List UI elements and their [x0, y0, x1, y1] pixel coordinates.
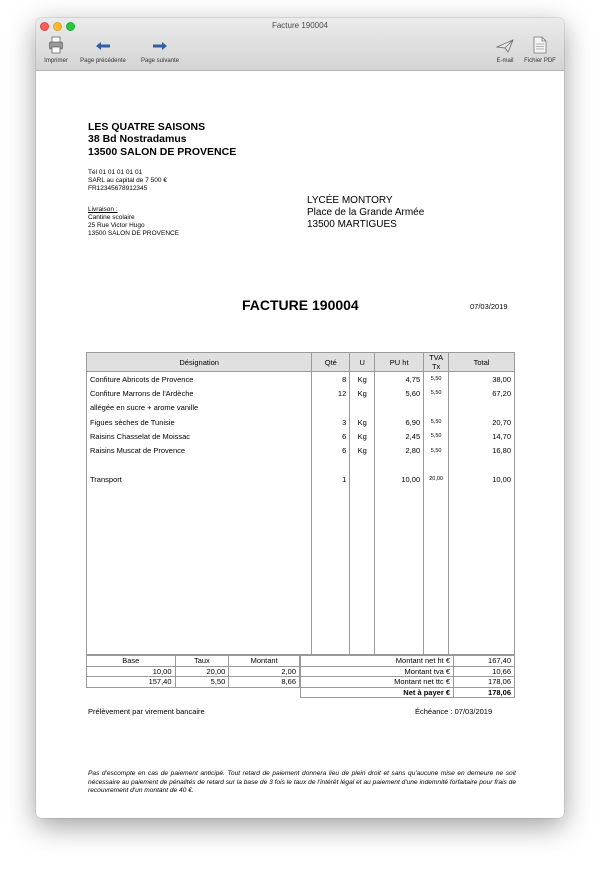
issuer-phone: Tél 01 01 01 01 01 — [88, 169, 143, 176]
vat-amount: 2,00 — [229, 666, 300, 677]
cell-total: 38,00 — [449, 372, 515, 387]
col-rate: Taux — [175, 656, 229, 667]
cell-vat-rate — [424, 401, 449, 415]
client-name: LYCÉE MONTORY — [307, 195, 393, 206]
vat-base: 10,00 — [87, 666, 176, 677]
cell-qty: 12 — [312, 386, 350, 400]
table-row — [87, 429, 515, 443]
cell-unit-price: 5,60 — [375, 386, 424, 400]
cell-vat-rate: 5,50 — [424, 386, 449, 400]
delivery-city: 13500 SALON DE PROVENCE — [88, 230, 180, 237]
cell-designation: Raisins Muscat de Provence — [87, 443, 312, 457]
cell-vat-rate: 20,00 — [424, 472, 449, 486]
cell-total: 67,20 — [449, 386, 515, 400]
col-qty: Qté — [312, 353, 350, 372]
tva-label: Montant tva € — [301, 666, 454, 677]
cell-qty — [312, 458, 350, 472]
table-filler-row — [87, 486, 515, 655]
cell-designation: Figues sèches de Tunisie — [87, 415, 312, 429]
cell-unit: Kg — [350, 443, 375, 457]
cell-total — [449, 401, 515, 415]
issuer-vat-number: FR12345678912345 — [88, 185, 148, 192]
vat-rate: 20,00 — [175, 666, 229, 677]
cell-vat-rate: 5,50 — [424, 372, 449, 387]
cell-qty — [312, 401, 350, 415]
tva-value: 10,66 — [454, 666, 515, 677]
invoice-lines-table — [86, 352, 515, 655]
cell-unit: Kg — [350, 372, 375, 387]
cell-unit-price — [375, 458, 424, 472]
cell-unit — [350, 401, 375, 415]
cell-unit-price — [375, 401, 424, 415]
payment-method: Prélèvement par virement bancaire — [88, 707, 205, 716]
cell-unit — [350, 458, 375, 472]
cell-unit: Kg — [350, 429, 375, 443]
cell-unit-price: 4,75 — [375, 372, 424, 387]
cell-unit-price: 2,45 — [375, 429, 424, 443]
cell-unit — [350, 472, 375, 486]
table-row — [87, 472, 515, 486]
client-street: Place de la Grande Armée — [307, 207, 425, 218]
col-total: Total — [449, 353, 515, 372]
vat-breakdown-table — [86, 655, 300, 697]
cell-designation: Raisins Chasselat de Moissac — [87, 429, 312, 443]
email-label: E-mail — [496, 58, 514, 64]
cell-total: 10,00 — [449, 472, 515, 486]
vat-amount: 8,66 — [229, 677, 300, 688]
legal-notice: Pas d'escompte en cas de paiement anticipé. Tout retard de paiement donnera lieu de plein droit et sans qu'aucune mise en demeure ne soit nécessaire au paiement de pénalités de retard sur la base de 3 fois le taux de l'intérêt légal et au paiement d'une indemnité forfaitaire pour frais de recouvrement d'un montant de 40 €. — [88, 770, 516, 794]
col-base: Base — [87, 656, 176, 667]
issuer-capital: SARL au capital de 7 500 € — [88, 177, 167, 184]
cell-designation: allégée en sucre + arome vanille — [87, 401, 312, 415]
delivery-heading: Livraison : — [88, 206, 118, 213]
cell-qty: 8 — [312, 372, 350, 387]
to-pay-label: Net à payer € — [301, 687, 454, 698]
issuer-street: 38 Bd Nostradamus — [88, 133, 187, 145]
delivery-street: 25 Rue Victor Hugo — [88, 222, 145, 229]
cell-vat-rate: 5,50 — [424, 415, 449, 429]
issuer-city: 13500 SALON DE PROVENCE — [88, 146, 237, 158]
vat-header-row — [87, 656, 300, 667]
invoice-page — [36, 71, 564, 818]
total-row — [301, 666, 515, 677]
cell-designation — [87, 458, 312, 472]
net-ht-label: Montant net ht € — [301, 656, 454, 667]
col-amount: Montant — [229, 656, 300, 667]
cell-unit-price: 2,80 — [375, 443, 424, 457]
total-row — [301, 687, 515, 698]
invoice-window — [36, 18, 564, 818]
total-row — [301, 677, 515, 688]
print-label: Imprimer — [44, 58, 68, 64]
cell-designation: Transport — [87, 472, 312, 486]
paper-plane-icon — [496, 39, 514, 53]
invoice-title: FACTURE 190004 — [242, 297, 359, 313]
vat-base: 157,40 — [87, 677, 176, 688]
cell-designation: Confiture Marrons de l'Ardèche — [87, 386, 312, 400]
vat-empty-row — [87, 687, 300, 697]
delivery-name: Cantine scolaire — [88, 214, 135, 221]
table-row — [87, 458, 515, 472]
cell-total: 16,80 — [449, 443, 515, 457]
printer-icon — [48, 36, 64, 54]
title-bar — [36, 18, 564, 71]
col-vat-rate: TVA Tx — [424, 353, 449, 372]
next-page-label: Page suivante — [140, 58, 180, 64]
cell-total: 20,70 — [449, 415, 515, 429]
net-ttc-value: 178,06 — [454, 677, 515, 688]
cell-unit: Kg — [350, 386, 375, 400]
cell-vat-rate: 5,50 — [424, 429, 449, 443]
col-designation: Désignation — [87, 353, 312, 372]
client-city: 13500 MARTIGUES — [307, 219, 397, 230]
cell-unit: Kg — [350, 415, 375, 429]
cell-qty: 6 — [312, 443, 350, 457]
pdf-file-icon — [533, 36, 547, 54]
net-ttc-label: Montant net ttc € — [301, 677, 454, 688]
table-row — [87, 443, 515, 457]
cell-qty: 3 — [312, 415, 350, 429]
vat-rate: 5,50 — [175, 677, 229, 688]
arrow-left-icon — [95, 40, 111, 52]
table-row — [87, 386, 515, 400]
table-row — [87, 372, 515, 387]
col-unit-price: PU ht — [375, 353, 424, 372]
cell-unit-price: 6,90 — [375, 415, 424, 429]
cell-vat-rate: 5,50 — [424, 443, 449, 457]
vat-row — [87, 666, 300, 677]
table-row — [87, 415, 515, 429]
net-ht-value: 167,40 — [454, 656, 515, 667]
window-title: Facture 190004 — [271, 21, 329, 30]
payment-due: Échéance : 07/03/2019 — [415, 707, 493, 716]
table-row — [87, 401, 515, 415]
cell-total: 14,70 — [449, 429, 515, 443]
vat-row — [87, 677, 300, 688]
issuer-name: LES QUATRE SAISONS — [88, 121, 206, 133]
cell-designation: Confiture Abricots de Provence — [87, 372, 312, 387]
cell-total — [449, 458, 515, 472]
col-unit: U — [350, 353, 375, 372]
cell-qty: 6 — [312, 429, 350, 443]
to-pay-value: 178,06 — [454, 687, 515, 698]
arrow-right-icon — [152, 40, 168, 52]
totals-table — [300, 655, 515, 698]
cell-vat-rate — [424, 458, 449, 472]
total-row — [301, 656, 515, 667]
cell-qty: 1 — [312, 472, 350, 486]
prev-page-label: Page précédente — [80, 58, 126, 64]
pdf-label: Fichier PDF — [524, 58, 556, 64]
invoice-date: 07/03/2019 — [470, 302, 508, 311]
table-header-row — [87, 353, 515, 372]
cell-unit-price: 10,00 — [375, 472, 424, 486]
